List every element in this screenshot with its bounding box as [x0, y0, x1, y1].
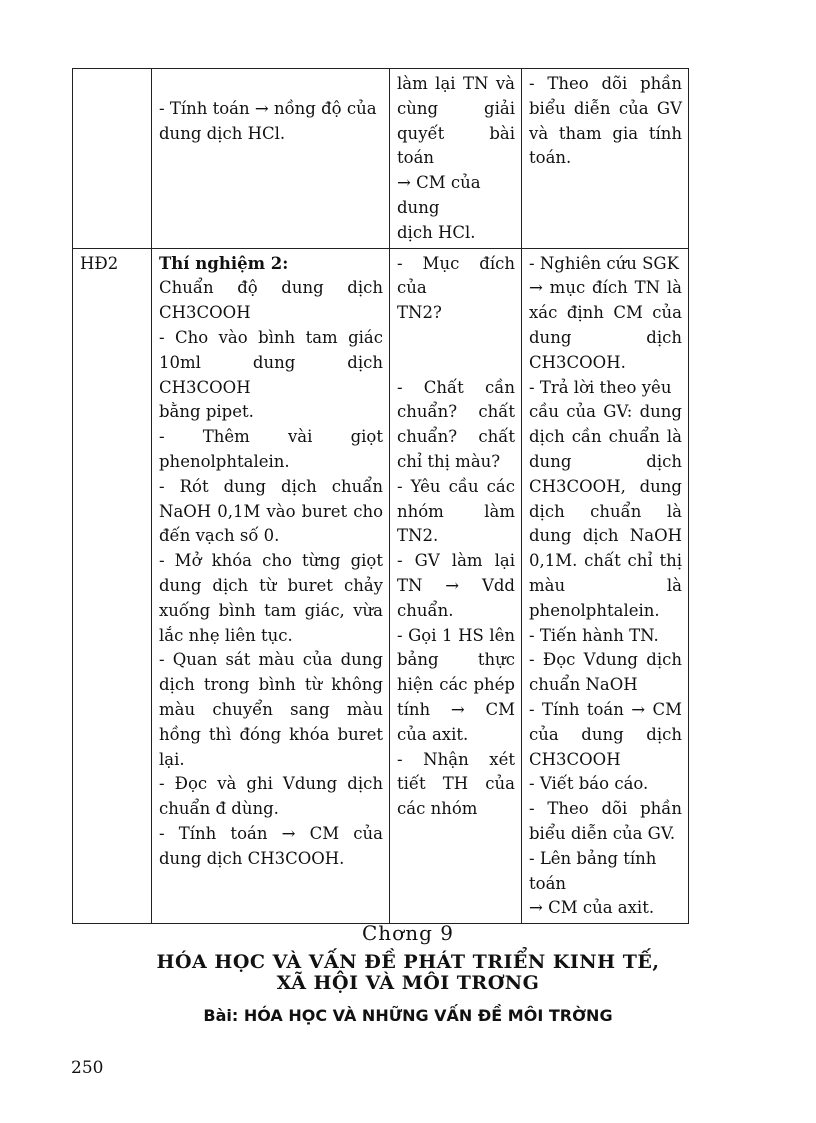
- cell-text-line: - Đọc và ghi Vdung dịch: [159, 774, 383, 794]
- cell-text-line: chuẩn? chất: [397, 402, 515, 422]
- cell-text-line: dung dịch NaOH: [529, 526, 682, 546]
- cell-text-line: → mục đích TN là: [529, 278, 682, 298]
- cell-text-line: xác định CM của: [529, 303, 682, 323]
- cell-text-line: biểu diễn của GV.: [529, 823, 676, 843]
- cell-text-line: các nhóm: [397, 799, 478, 819]
- content-cell: [152, 248, 390, 924]
- cell-text-line: toán.: [529, 148, 572, 168]
- cell-text-line: - Nghiên cứu SGK: [529, 253, 679, 273]
- cell-text-line: chỉ thị màu?: [397, 451, 501, 471]
- chapter-title-line1: HÓA HỌC VÀ VẤN ĐỀ PHÁT TRIỂN KINH TẾ,: [156, 951, 660, 973]
- cell-text-line: - Tiến hành TN.: [529, 625, 659, 645]
- cell-text-line: → CM của axit.: [529, 898, 655, 918]
- student-cell: [522, 69, 689, 249]
- cell-text-line: dung dịch CH3COOH.: [159, 848, 345, 868]
- cell-text-line: 0,1M. chất chỉ thị: [529, 551, 682, 571]
- spacer: [159, 72, 383, 97]
- cell-text-line: dung dịch: [529, 327, 682, 347]
- cell-text-line: [397, 326, 515, 351]
- cell-text-line: - Thêm vài giọt: [159, 427, 383, 447]
- content-cell: [152, 69, 390, 249]
- cell-text-line: của axit.: [397, 724, 469, 744]
- cell-text-line: làm lại TN và: [397, 74, 515, 93]
- table-row: [73, 248, 689, 924]
- chapter-title-line2: XÃ HỘI VÀ MÔI TRƠNG: [276, 972, 540, 994]
- lesson-plan-table: [72, 68, 689, 924]
- cell-text-line: chuẩn.: [397, 600, 454, 620]
- cell-text-line: TN2.: [397, 526, 439, 546]
- cell-text-line: 10ml dung dịch CH3COOH: [159, 352, 383, 397]
- cell-text-line: - Mục đích của: [397, 253, 515, 298]
- cell-text-line: bảng thực: [397, 650, 515, 670]
- cell-text-line: và tham gia tính: [529, 123, 682, 143]
- cell-text-line: CH3COOH, dung: [529, 476, 682, 496]
- cell-text-line: - Gọi 1 HS lên: [397, 625, 515, 645]
- student-cell: [522, 248, 689, 924]
- cell-text-line: bằng pipet.: [159, 402, 254, 422]
- cell-text-line: HĐ2: [80, 253, 119, 273]
- teacher-cell: [390, 69, 522, 249]
- cell-text-line: dịch cần chuẩn là: [529, 427, 682, 447]
- cell-text-line: dung dịch từ buret chảy: [159, 575, 383, 595]
- cell-text-line: tiết TH của: [397, 774, 515, 794]
- cell-text-line: NaOH 0,1M vào buret cho: [159, 501, 383, 521]
- cell-text-line: tính → CM: [397, 699, 515, 719]
- cell-text-line: dịch trong bình từ không: [159, 675, 383, 695]
- cell-text-line: của dung dịch: [529, 724, 682, 744]
- cell-text-line: - Nhận xét: [397, 749, 515, 769]
- cell-text-line: hồng thì đóng khóa buret: [159, 724, 383, 744]
- page-number: 250: [71, 1058, 104, 1078]
- cell-text-line: dung dịch HCl.: [159, 123, 286, 143]
- cell-text-line: Thí nghiệm 2:: [159, 253, 289, 273]
- cell-text-line: chuẩn NaOH: [529, 675, 638, 695]
- cell-text-line: → CM của dung: [397, 173, 481, 217]
- activity-cell: [73, 69, 152, 249]
- cell-text-line: chuẩn đ dùng.: [159, 799, 279, 819]
- cell-text-line: màu chuyển sang màu: [159, 699, 383, 719]
- table-row: [73, 69, 689, 249]
- cell-text-line: - Rót dung dịch chuẩn: [159, 476, 383, 496]
- cell-text-line: - Lên bảng tính toán: [529, 848, 657, 893]
- lesson-title: Bài: HÓA HỌC VÀ NHỮNG VẤN ĐỀ MÔI TRỜNG: [203, 1006, 613, 1025]
- cell-text-line: cùng giải: [397, 98, 515, 118]
- cell-text-line: TN → Vdd: [397, 575, 515, 595]
- cell-text-line: biểu diễn của GV: [529, 98, 682, 118]
- cell-text-line: cầu của GV: dung: [529, 402, 682, 422]
- cell-text-line: - Theo dõi phần: [529, 74, 682, 93]
- cell-text-line: - Tính toán → CM: [529, 699, 682, 719]
- cell-text-line: [397, 351, 515, 376]
- cell-text-line: - Trả lời theo yêu: [529, 377, 672, 397]
- cell-text-line: - Chất cần: [397, 377, 515, 397]
- cell-text-line: quyết bài toán: [397, 123, 515, 168]
- cell-text-line: Chuẩn độ dung dịch: [159, 278, 383, 298]
- cell-text-line: hiện các phép: [397, 675, 515, 695]
- cell-text-line: dung dịch: [529, 451, 682, 471]
- cell-text-line: màu là: [529, 575, 682, 595]
- cell-text-line: CH3COOH: [529, 749, 621, 769]
- cell-text-line: - Đọc Vdung dịch: [529, 650, 682, 670]
- teacher-cell: [390, 248, 522, 924]
- cell-text-line: phenolphtalein.: [529, 600, 660, 620]
- cell-text-line: TN2?: [397, 303, 442, 323]
- cell-text-line: - GV làm lại: [397, 551, 515, 571]
- cell-text-line: - Cho vào bình tam giác: [159, 327, 383, 347]
- cell-text-line: lại.: [159, 749, 185, 769]
- cell-text-line: CH3COOH.: [529, 352, 626, 372]
- cell-text-line: - Tính toán → nồng độ của: [159, 98, 377, 118]
- chapter-number: Chơng 9: [362, 921, 454, 945]
- cell-text-line: CH3COOH: [159, 303, 251, 323]
- cell-text-line: xuống bình tam giác, vừa: [159, 600, 383, 620]
- cell-text-line: đến vạch số 0.: [159, 526, 280, 546]
- activity-cell: [73, 248, 152, 924]
- cell-text-line: - Theo dõi phần: [529, 799, 682, 819]
- cell-text-line: dịch HCl.: [397, 222, 476, 242]
- cell-text-line: nhóm làm: [397, 501, 515, 521]
- cell-text-line: - Mở khóa cho từng giọt: [159, 551, 383, 571]
- cell-text-line: lắc nhẹ liên tục.: [159, 625, 293, 645]
- cell-text-line: dịch chuẩn là: [529, 501, 682, 521]
- cell-text-line: - Quan sát màu của dung: [159, 650, 383, 670]
- cell-text-line: - Viết báo cáo.: [529, 774, 649, 794]
- cell-text-line: phenolphtalein.: [159, 451, 290, 471]
- cell-text-line: - Yêu cầu các: [397, 476, 515, 496]
- cell-text-line: chuẩn? chất: [397, 427, 515, 447]
- cell-text-line: - Tính toán → CM của: [159, 823, 383, 843]
